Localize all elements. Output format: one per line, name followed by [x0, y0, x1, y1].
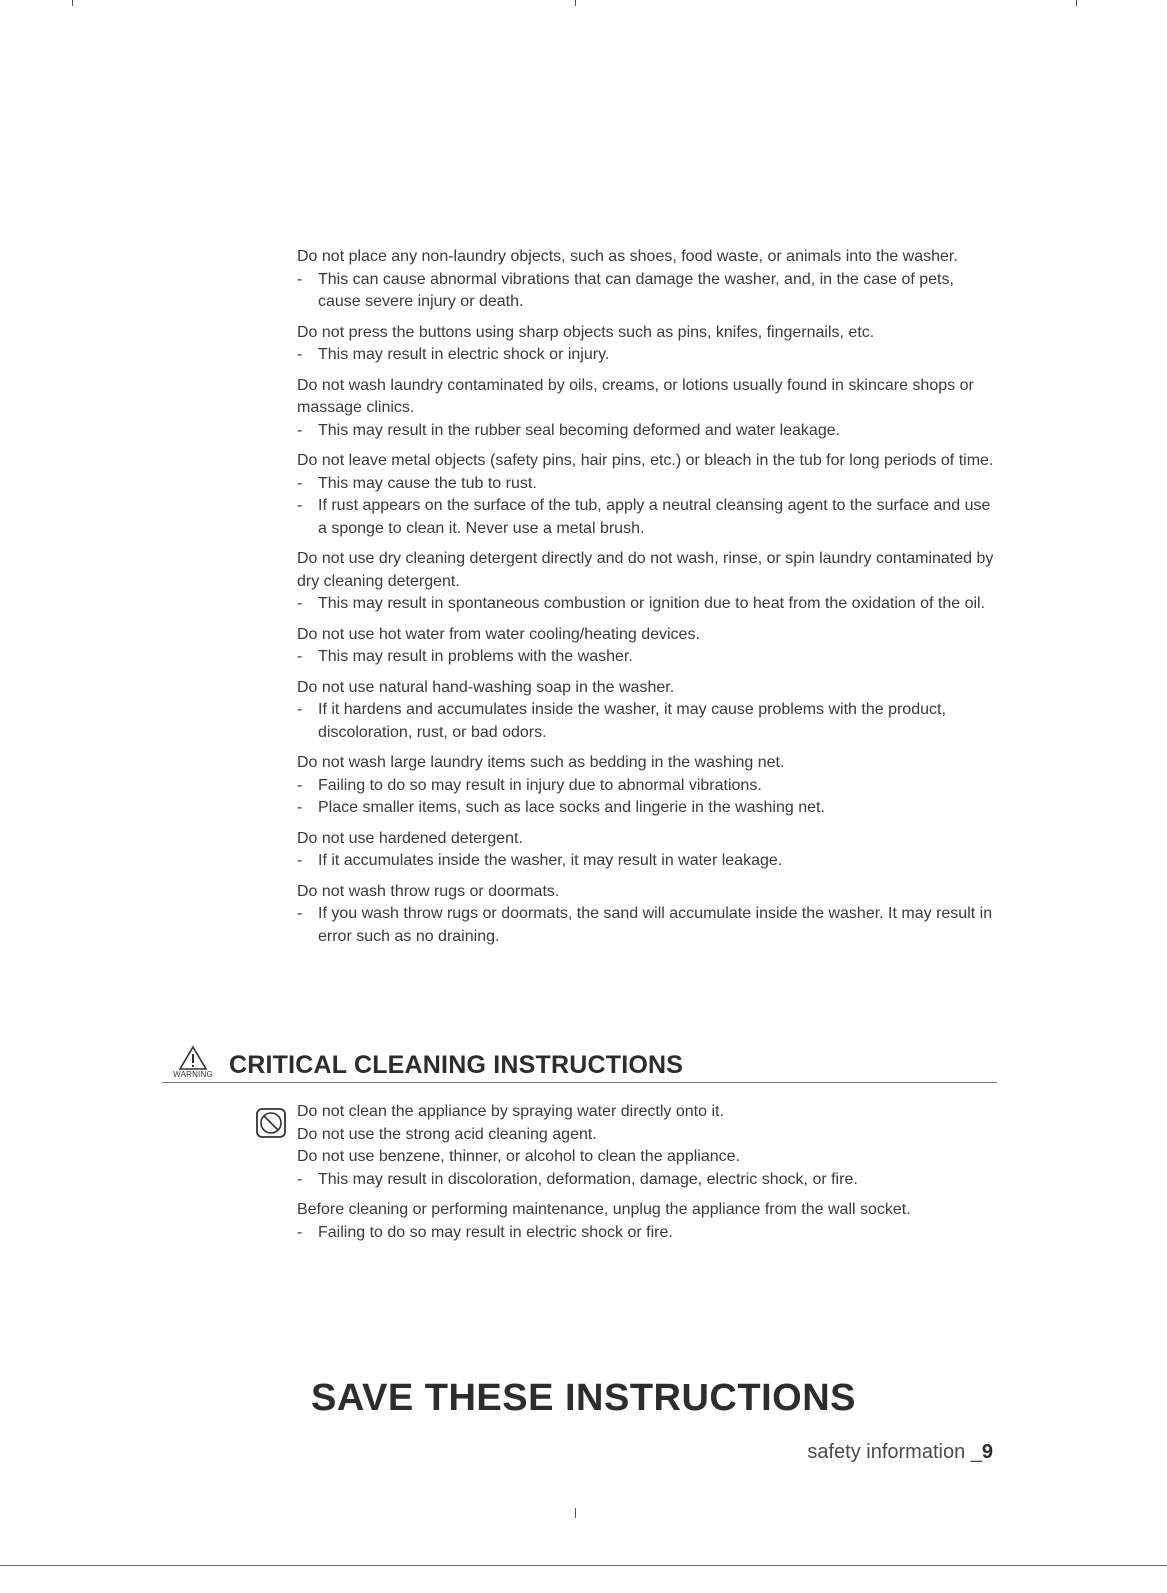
save-instructions-title: SAVE THESE INSTRUCTIONS — [311, 1377, 856, 1419]
critical-cleaning-section — [162, 1045, 997, 1083]
cleaning-line: Before cleaning or performing maintenance, unplug the appliance from the wall socket. — [297, 1201, 911, 1218]
instruction-item — [297, 752, 997, 820]
instruction-note: - If rust appears on the surface of the tub, apply a neutral cleansing agent to the surface and use a sponge to clean it. Never use a metal brush. — [297, 497, 991, 537]
instruction-text: Do not leave metal objects (safety pins, hair pins, etc.) or bleach in the tub for long periods of time. — [297, 452, 994, 469]
section-title: CRITICAL CLEANING INSTRUCTIONS — [229, 1051, 684, 1079]
instruction-item — [297, 450, 997, 540]
crop-mark-left — [72, 0, 73, 6]
instruction-item — [297, 677, 997, 745]
warning-triangle-icon — [178, 1045, 208, 1071]
instruction-item — [297, 881, 997, 949]
page-bottom-rule — [0, 1565, 1167, 1566]
instruction-note: - Failing to do so may result in injury due to abnormal vibrations. — [297, 776, 762, 794]
instruction-note: - This may cause the tub to rust. — [297, 474, 537, 492]
instruction-text: Do not wash large laundry items such as bedding in the washing net. — [297, 754, 785, 771]
instruction-text: Do not use hot water from water cooling/heating devices. — [297, 625, 700, 643]
footer-section: safety information _ — [807, 1441, 982, 1463]
cleaning-instructions — [255, 1101, 995, 1244]
crop-mark-bottom — [575, 1508, 576, 1518]
cleaning-line: Do not use benzene, thinner, or alcohol to clean the appliance. — [297, 1148, 740, 1165]
cleaning-line: Do not use the strong acid cleaning agent. — [297, 1125, 597, 1143]
instruction-note: - This may result in electric shock or injury. — [297, 346, 610, 363]
instruction-text: Do not press the buttons using sharp objects such as pins, knifes, fingernails, etc. — [297, 323, 875, 341]
instruction-item — [297, 624, 997, 669]
safety-instructions-list — [297, 246, 997, 956]
instruction-note: - Place smaller items, such as lace socks and lingerie in the washing net. — [297, 799, 825, 816]
instruction-text: Do not use dry cleaning detergent directly and do not wash, rinse, or spin laundry contaminated by dry cleaning detergent. — [297, 550, 994, 590]
instruction-note: - If you wash throw rugs or doormats, the sand will accumulate inside the washer. It may result in error such as no draining. — [297, 905, 993, 945]
instruction-note: - If it accumulates inside the washer, it may result in water leakage. — [297, 852, 783, 869]
instruction-note: - This can cause abnormal vibrations that can damage the washer, and, in the case of pets, cause severe injury or death. — [297, 270, 954, 310]
cleaning-note: - This may result in discoloration, deformation, damage, electric shock, or fire. — [297, 1170, 858, 1188]
page-number: 9 — [981, 1441, 993, 1463]
instruction-text: Do not wash laundry contaminated by oils, creams, or lotions usually found in skincare shops or massage clinics. — [297, 376, 974, 416]
instruction-text: Do not use hardened detergent. — [297, 829, 523, 847]
warning-label: WARNING — [173, 1070, 213, 1079]
instruction-text: Do not wash throw rugs or doormats. — [297, 882, 560, 900]
page-footer — [807, 1441, 993, 1464]
warning-badge — [162, 1045, 224, 1079]
cleaning-note: - Failing to do so may result in electric shock or fire. — [297, 1223, 673, 1241]
instruction-item — [297, 322, 997, 367]
instruction-item — [297, 375, 997, 443]
instruction-note: - This may result in the rubber seal becoming deformed and water leakage. — [297, 421, 841, 439]
section-header — [162, 1045, 997, 1083]
instruction-note: - This may result in problems with the washer. — [297, 648, 633, 665]
crop-mark-right — [1076, 0, 1077, 6]
instruction-note: - This may result in spontaneous combustion or ignition due to heat from the oxidation of the oil. — [297, 595, 986, 612]
instruction-item — [297, 246, 997, 314]
instruction-text: Do not place any non-laundry objects, such as shoes, food waste, or animals into the washer. — [297, 248, 958, 265]
instruction-item — [297, 828, 997, 873]
prohibited-icon — [255, 1107, 287, 1139]
instruction-text: Do not use natural hand-washing soap in the washer. — [297, 678, 675, 696]
crop-mark-center — [575, 0, 576, 6]
instruction-item — [297, 548, 997, 616]
cleaning-line: Do not clean the appliance by spraying water directly onto it. — [297, 1103, 724, 1120]
cleaning-text — [297, 1101, 995, 1244]
instruction-note: - If it hardens and accumulates inside the washer, it may cause problems with the product, discoloration, rust, or bad odors. — [297, 701, 946, 741]
